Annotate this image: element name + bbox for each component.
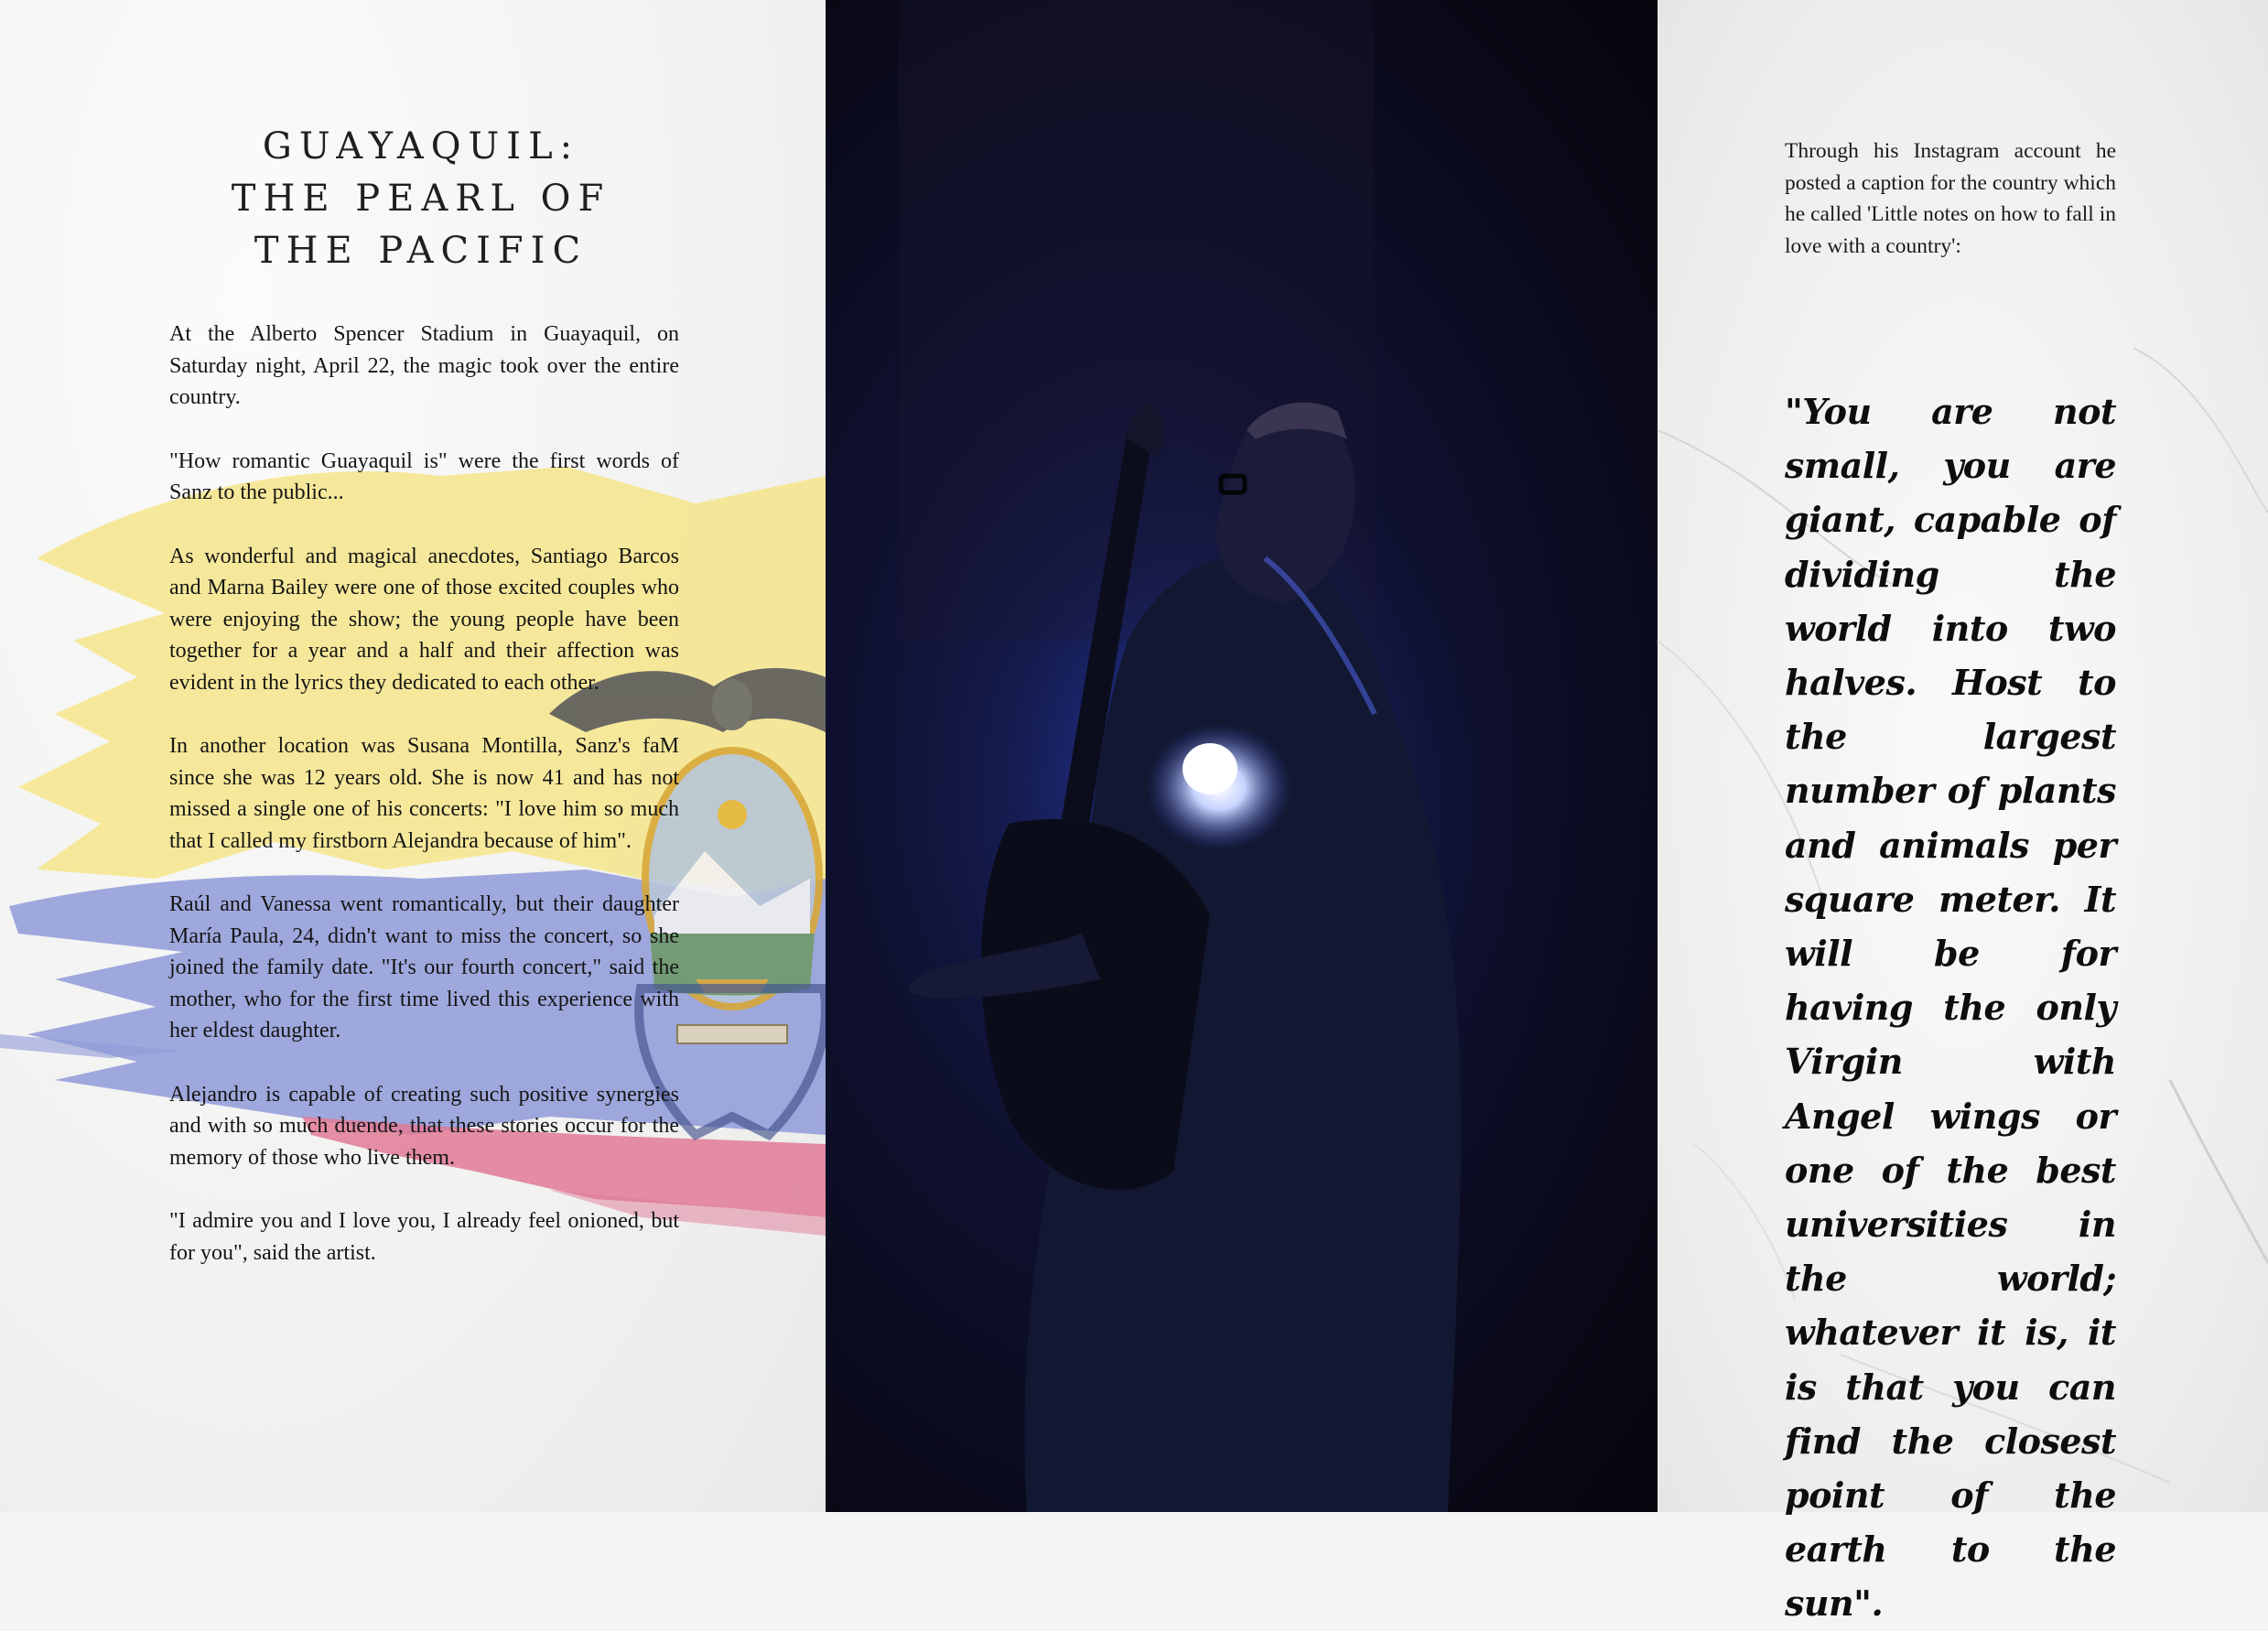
title-line: THE PEARL OF [231, 178, 611, 220]
article-paragraph: "I admire you and I love you, I already feel onioned, but for you", said the artist. [169, 1209, 679, 1265]
article-paragraph: Raúl and Vanessa went romantically, but their daughter María Paula, 24, didn't want to miss the concert, so she joined the family date. "It's our fourth concert," said the mother, who for the first time lived this experience with her eldest daughter. [169, 892, 679, 1042]
article-paragraph: At the Alberto Spencer Stadium in Guayaquil, on Saturday night, April 22, the magic took over the entire country. [169, 322, 679, 409]
article-paragraph: Alejandro is capable of creating such positive synergies and with so much duende, that these stories occur for the memory of those who live them. [169, 1082, 679, 1170]
title-line: THE PACIFIC [254, 230, 589, 272]
title-line: GUAYAQUIL: [262, 125, 580, 167]
left-page [0, 0, 826, 1512]
article-paragraph: "How romantic Guayaquil is" were the first words of Sanz to the public... [169, 448, 679, 504]
concert-photo [826, 0, 1658, 1512]
guitarist-silhouette-image [826, 0, 1658, 1512]
article-paragraph: In another location was Susana Montilla, Sanz's faM since she was 12 years old. She is now 41 and has not missed a single one of his concerts: "I love him so much that I called my firstborn Alejandra because of him". [169, 734, 679, 853]
pull-quote: "You are not small, you are giant, capable of dividing the world into two halves. Host to the largest number of plants and animals per square meter. It will be for having the only Virgin with Angel wings or one of the best universities in the world; whatever it is, it is that you can find the closest point of the earth to the sun". [1785, 391, 2116, 1625]
page-title [165, 121, 677, 277]
article-paragraph: As wonderful and magical anecdotes, Santiago Barcos and Marna Bailey were one of those excited couples who were enjoying the show; the young people have been together for a year and a half and their affection was evident in the lyrics they dedicated to each other. [169, 544, 679, 695]
instagram-caption-intro: Through his Instagram account he posted a caption for the country which he called 'Little notes on how to fall in love with a country': [1785, 139, 2116, 258]
right-page [1658, 0, 2268, 1625]
article-body [169, 319, 679, 1301]
